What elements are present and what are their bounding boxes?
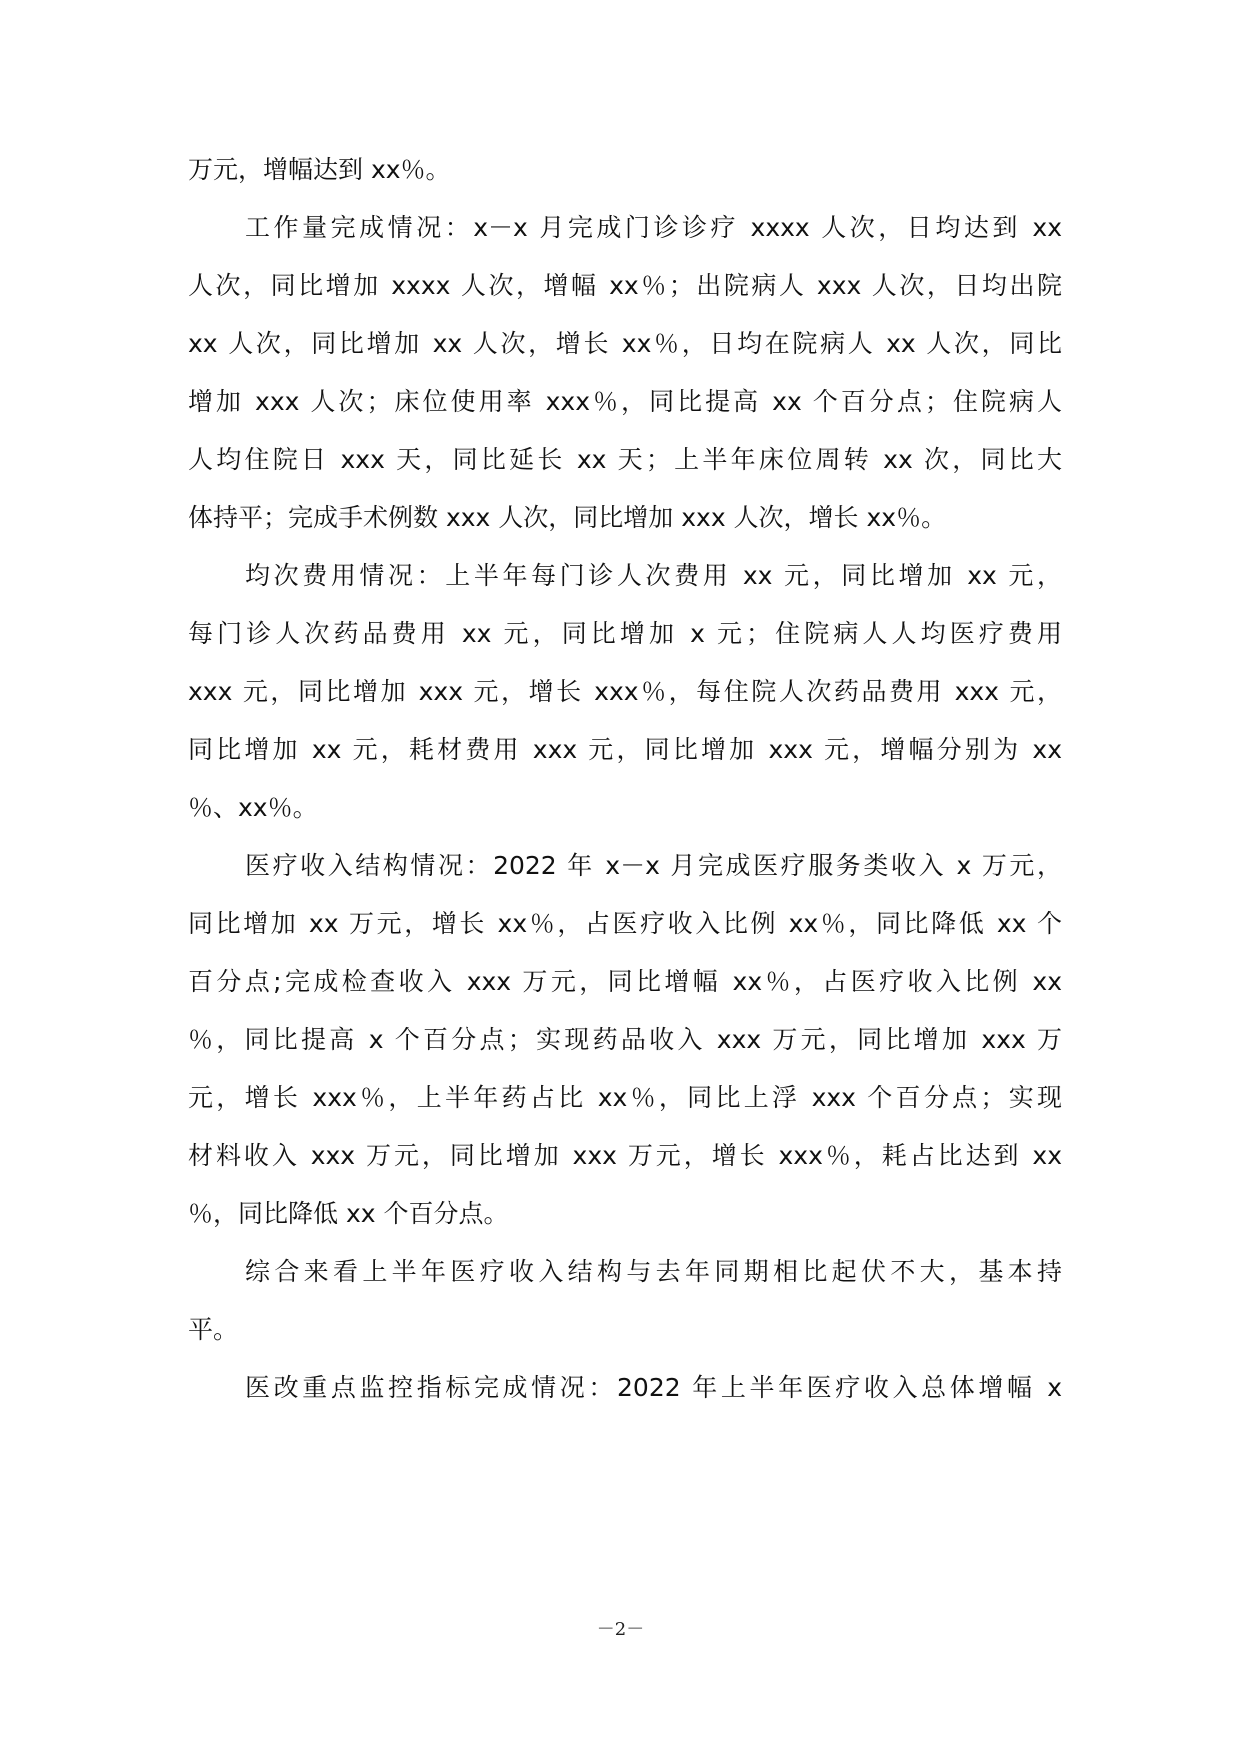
text-line: 平。 <box>188 1315 239 1344</box>
text-line: ％，同比降低 xx 个百分点。 <box>188 1199 509 1228</box>
text-line: 每门诊人次药品费用 xx 元，同比增加 x 元；住院病人人均医疗费用 <box>188 619 1062 648</box>
paragraph-start-line: 均次费用情况：上半年每门诊人次费用 xx 元，同比增加 xx 元， <box>245 561 1062 590</box>
paragraph-start-line: 医疗收入结构情况：2022 年 x－x 月完成医疗服务类收入 x 万元， <box>245 851 1062 880</box>
text-line: 人次，同比增加 xxxx 人次，增幅 xx％；出院病人 xxx 人次，日均出院 <box>188 271 1062 300</box>
text-line: 同比增加 xx 元，耗材费用 xxx 元，同比增加 xxx 元，增幅分别为 xx <box>188 735 1062 764</box>
text-line: 人均住院日 xxx 天，同比延长 xx 天；上半年床位周转 xx 次，同比大 <box>188 445 1062 474</box>
text-line: 元，增长 xxx％，上半年药占比 xx％，同比上浮 xxx 个百分点；实现 <box>188 1083 1062 1112</box>
text-line: 体持平；完成手术例数 xxx 人次，同比增加 xxx 人次，增长 xx％。 <box>188 503 947 532</box>
text-line: 材料收入 xxx 万元，同比增加 xxx 万元，增长 xxx％，耗占比达到 xx <box>188 1141 1062 1170</box>
text-line: 同比增加 xx 万元，增长 xx％，占医疗收入比例 xx％，同比降低 xx 个 <box>188 909 1062 938</box>
text-line: 万元，增幅达到 xx％。 <box>188 155 451 184</box>
paragraph-start-line: 综合来看上半年医疗收入结构与去年同期相比起伏不大，基本持 <box>245 1257 1062 1286</box>
text-line: ％、xx％。 <box>188 793 318 822</box>
paragraph-start-line: 工作量完成情况：x－x 月完成门诊诊疗 xxxx 人次，日均达到 xx <box>245 213 1062 242</box>
text-line: 百分点;完成检查收入 xxx 万元，同比增幅 xx％，占医疗收入比例 xx <box>188 967 1062 996</box>
text-line: ％，同比提高 x 个百分点；实现药品收入 xxx 万元，同比增加 xxx 万 <box>188 1025 1062 1054</box>
text-line: xxx 元，同比增加 xxx 元，增长 xxx％，每住院人次药品费用 xxx 元， <box>188 677 1062 706</box>
text-line: 增加 xxx 人次；床位使用率 xxx％，同比提高 xx 个百分点；住院病人 <box>188 387 1062 416</box>
page-number: －2－ <box>596 1619 645 1640</box>
text-line: xx 人次，同比增加 xx 人次，增长 xx％，日均在院病人 xx 人次，同比 <box>188 329 1062 358</box>
paragraph-start-line: 医改重点监控指标完成情况：2022 年上半年医疗收入总体增幅 x <box>245 1373 1062 1402</box>
